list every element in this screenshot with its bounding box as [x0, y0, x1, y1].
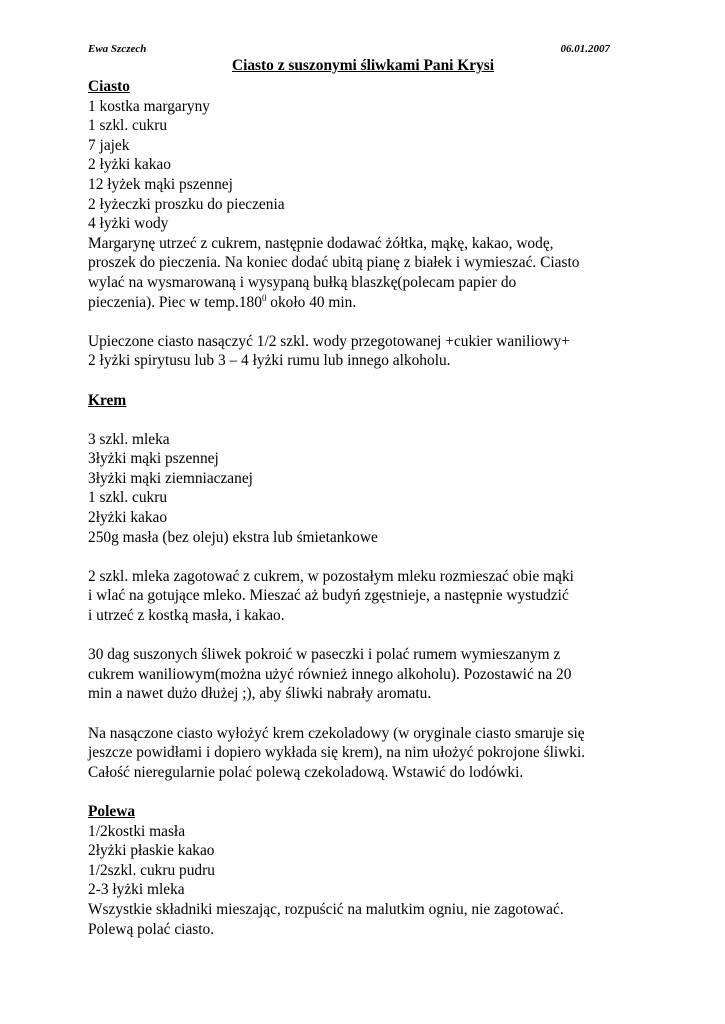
ingredient-line: 1 szkl. cukru — [88, 117, 168, 135]
ingredient-line: 250g masła (bez oleju) ekstra lub śmietankowe — [88, 528, 378, 546]
ingredient-line: 7 jajek — [88, 136, 130, 154]
paragraph-gap — [88, 704, 648, 724]
assembly-paragraph — [88, 724, 648, 783]
author-name: Ewa Szczech — [88, 43, 147, 55]
instruction-line: wylać na wysmarowaną i wysypaną bułką blaszkę(polecam papier do — [88, 273, 517, 291]
ingredient-list-krem — [88, 430, 648, 548]
ingredient-line: 1/2kostki masła — [88, 822, 186, 840]
ingredient-line: 2łyżki kakao — [88, 509, 168, 527]
section-heading-polewa: Polewa — [88, 802, 136, 820]
instruction-line: Wszystkie składniki mieszając, rozpuścić na malutkim ogniu, nie zagotować. — [88, 900, 564, 918]
paragraph-gap — [88, 410, 648, 430]
ingredient-line: 2 łyżeczki proszku do pieczenia — [88, 195, 285, 213]
paragraph-gap — [88, 782, 648, 802]
ingredient-line: 2-3 łyżki mleka — [88, 881, 185, 899]
document-date: 06.01.2007 — [560, 43, 610, 55]
ingredient-line: 4 łyżki wody — [88, 215, 169, 233]
instruction-line-bake — [88, 293, 648, 313]
ingredient-line: 1 szkl. cukru — [88, 489, 168, 507]
instruction-line: proszek do pieczenia. Na koniec dodać ubitą pianę z białek i wymieszać. Ciasto — [88, 254, 580, 272]
degree-superscript: 0 — [261, 292, 267, 303]
bake-text: pieczenia). Piec w temp.180 — [88, 293, 262, 311]
bake-time: około 40 min. — [266, 293, 357, 311]
ingredient-line: 1/2szkl. cukru pudru — [88, 861, 215, 879]
recipe-body — [88, 77, 648, 939]
instruction-line: 2 szkl. mleka zagotować z cukrem, w pozostałym mleku rozmieszać obie mąki — [88, 567, 574, 585]
instruction-line: Na nasączone ciasto wyłożyć krem czekoladowy (w oryginale ciasto smaruje się — [88, 724, 585, 742]
instruction-line: min a nawet dużo dłużej ;), aby śliwki nabrały aromatu. — [88, 685, 432, 703]
paragraph-gap — [88, 312, 648, 332]
instruction-line: Polewą polać ciasto. — [88, 920, 215, 938]
page-header — [88, 41, 610, 57]
instruction-line: 30 dag suszonych śliwek pokroić w paseczki i polać rumem wymieszanym z — [88, 646, 561, 664]
instruction-line: i utrzeć z kostką masła, i kakao. — [88, 607, 285, 625]
instruction-line: 2 łyżki spirytusu lub 3 – 4 łyżki rumu lub innego alkoholu. — [88, 352, 451, 370]
ingredient-line: 12 łyżek mąki pszennej — [88, 175, 233, 193]
ingredient-list-polewa — [88, 822, 648, 900]
plums-paragraph — [88, 645, 648, 704]
paragraph-gap — [88, 547, 648, 567]
instruction-line: cukrem waniliowym(można użyć również innego alkoholu). Pozostawić na 20 — [88, 665, 572, 683]
instruction-line: Upieczone ciasto nasączyć 1/2 szkl. wody przegotowanej +cukier waniliowy+ — [88, 332, 570, 350]
ingredient-line: 3łyżki mąki pszennej — [88, 450, 219, 468]
ingredient-line: 2 łyżki kakao — [88, 156, 171, 174]
instructions-krem — [88, 567, 648, 626]
instruction-line: i wlać na gotujące mleko. Mieszać aż budyń zgęstnieje, a następnie wystudzić — [88, 587, 569, 605]
paragraph-gap — [88, 371, 648, 391]
ingredient-line: 3 szkl. mleka — [88, 430, 170, 448]
ingredient-line: 3łyżki mąki ziemniaczanej — [88, 469, 253, 487]
ingredient-line: 2łyżki płaskie kakao — [88, 842, 215, 860]
instructions-polewa — [88, 900, 648, 939]
paragraph-gap — [88, 626, 648, 646]
ingredient-list-ciasto — [88, 97, 648, 234]
section-heading-ciasto: Ciasto — [88, 78, 130, 95]
ingredient-line: 1 kostka margaryny — [88, 97, 210, 115]
soak-paragraph — [88, 332, 648, 371]
section-heading-krem: Krem — [88, 391, 127, 409]
instructions-ciasto — [88, 234, 648, 312]
recipe-title: Ciasto z suszonymi śliwkami Pani Krysi — [231, 57, 495, 74]
instruction-line: Całość nieregularnie polać polewą czekoladową. Wstawić do lodówki. — [88, 763, 524, 781]
instruction-line: jeszcze powidłami i dopiero wykłada się krem), na nim ułożyć pokrojone śliwki. — [88, 744, 586, 762]
instruction-line: Margarynę utrzeć z cukrem, następnie dodawać żółtka, mąkę, kakao, wodę, — [88, 234, 554, 252]
